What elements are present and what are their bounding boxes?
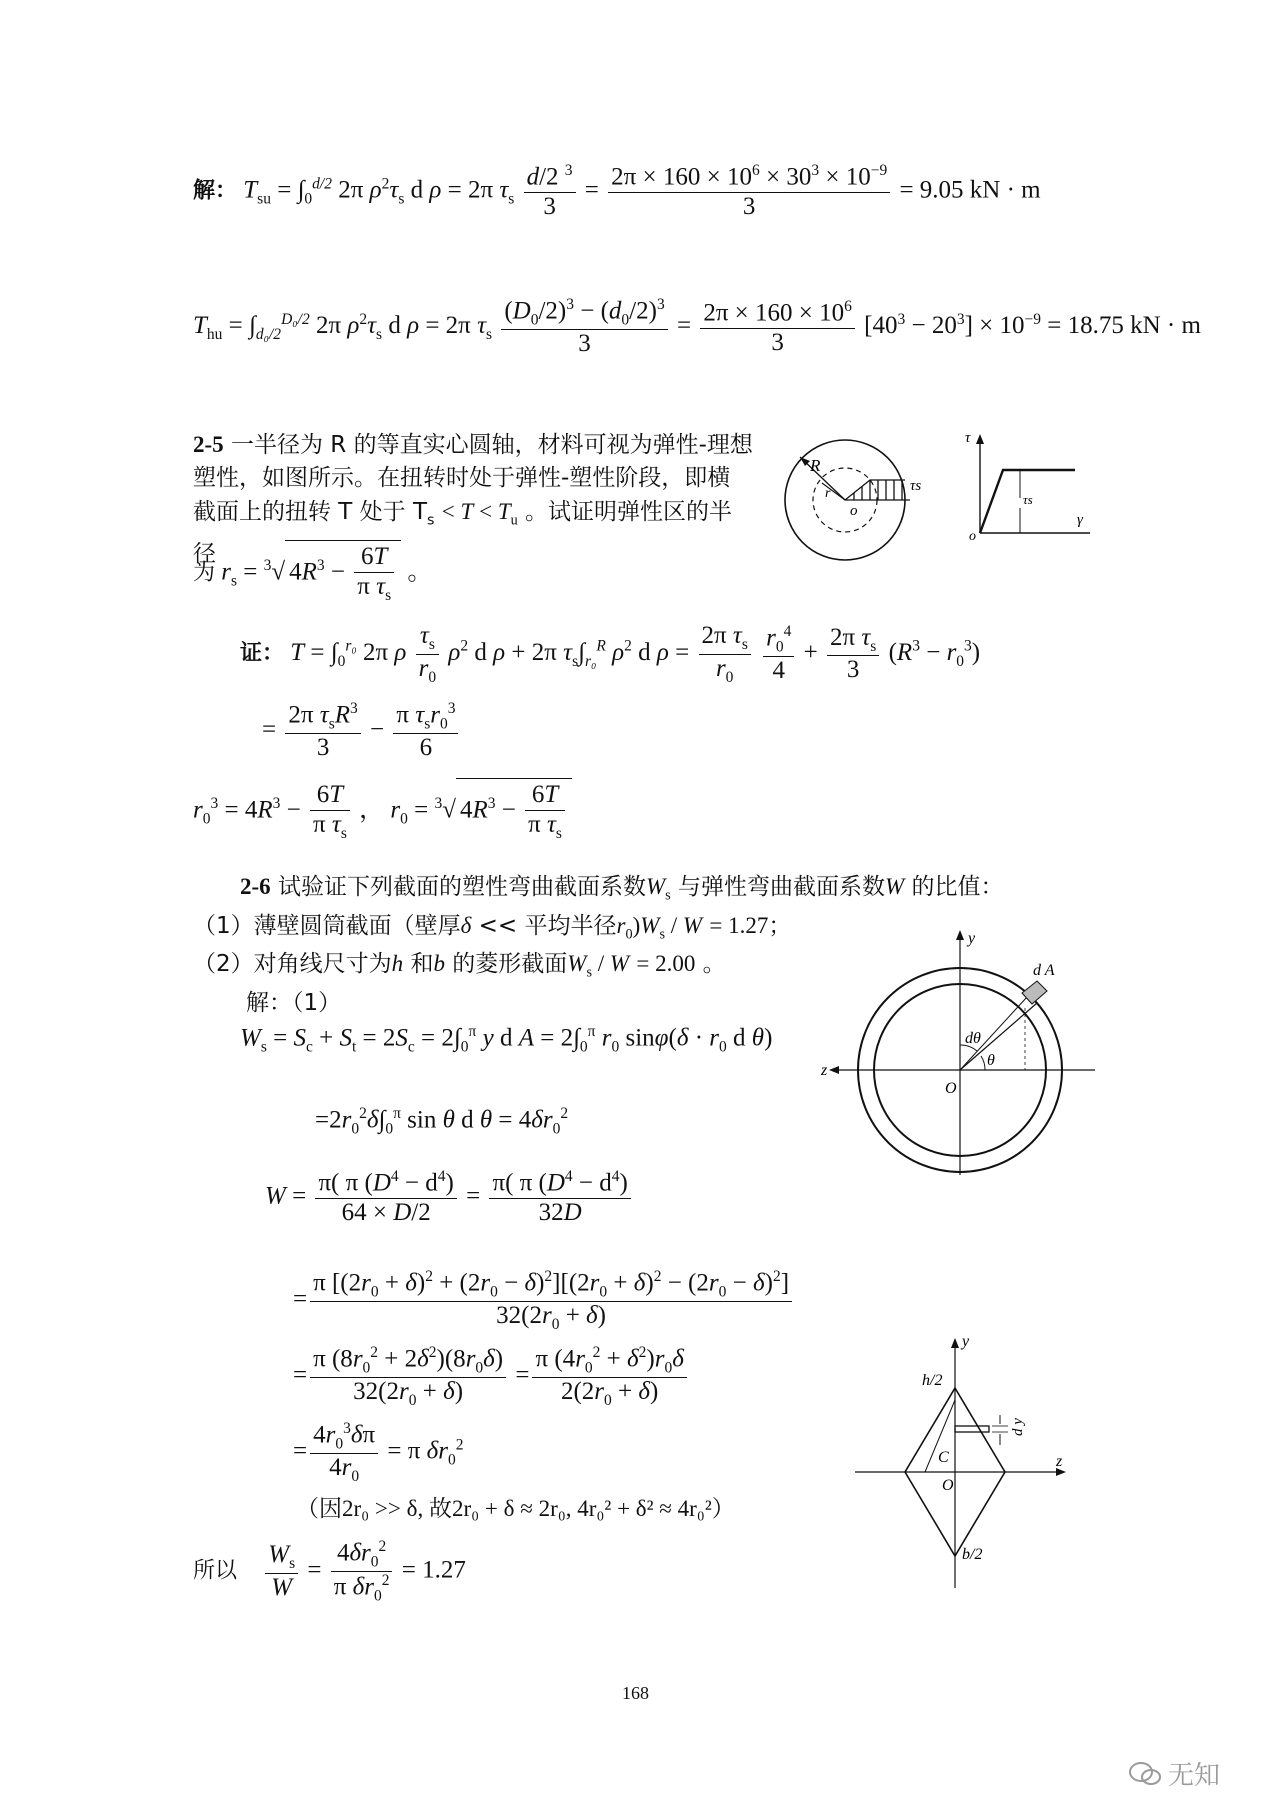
statement-text-2: 。试证明弹性区的半径 bbox=[193, 499, 733, 567]
statement-text-2: 与弹性弯曲截面系数 bbox=[678, 874, 886, 900]
page-number: 168 bbox=[622, 1683, 649, 1703]
shaft-cross-section-figure bbox=[770, 435, 950, 565]
item-2-text: （2）对角线尺寸为 bbox=[193, 951, 392, 977]
label-dy: d y bbox=[1010, 1418, 1026, 1436]
proof-label: 证： bbox=[240, 641, 285, 667]
label-tau-s: τs bbox=[1023, 492, 1033, 507]
label-tau-s: τs bbox=[910, 478, 922, 494]
final-value: = 1.27 bbox=[401, 1556, 466, 1584]
statement-text: 试验证下列截面的塑性弯曲截面系数 bbox=[277, 874, 646, 900]
watermark-text: 无知 bbox=[1168, 1761, 1221, 1791]
label-O: O bbox=[945, 1080, 957, 1097]
wechat-icon bbox=[1128, 1761, 1162, 1787]
proof-line-2: = $\frac{2\pi \tau_sR^3}{3}$ − $\frac{\pi \tau_sr_0^3}{6}$ bbox=[262, 700, 461, 763]
problem-2-6-statement: 2-6 试验证下列截面的塑性弯曲截面系数$W_s$ 与弹性弯曲截面系数W 的比值： bbox=[240, 874, 1004, 904]
item-2-value: = 2.00 bbox=[636, 951, 696, 976]
final-ratio: 所以 $\frac{W_s}{W}$ = $\frac{4\delta r_0^2}{\pi \delta r_0^2}$ = 1.27 bbox=[193, 1538, 466, 1605]
w-line-3: = $\frac{\pi (8r_0^2 + 2\delta^2)(8r_0\delta)}{32(2r_0 + \delta)}$ = $\frac{\pi (4r_0^2 + \delta^2)r_0\delta}{2(2r_0 + \delta)}$ bbox=[293, 1344, 690, 1410]
problem-number: 2-6 bbox=[240, 874, 271, 899]
proof-line-3: $r_0^3 = 4R^3$ − $\frac{6T}{\pi \tau_s}$ ， $r_0 = ^3√$ $4R^3$ − $\frac{6T}{\pi \tau_s}$ bbox=[193, 778, 572, 843]
label-y: y bbox=[968, 930, 976, 947]
prefix-text: 为 bbox=[193, 560, 216, 586]
item-1-value: = 1.27 bbox=[709, 913, 769, 938]
problem-number: 2-5 bbox=[193, 432, 224, 457]
label-b2: b/2 bbox=[962, 1546, 983, 1563]
solution-label-2: 解：（1） bbox=[246, 990, 342, 1016]
item-2: （2）对角线尺寸为h 和b 的菱形截面$W_s / W = 2.00$ 。 bbox=[193, 951, 726, 981]
ws-line-2: $=2r_0^2\delta\int_0^\pi$ sin θ d $\theta = 4\delta r_0^2$ bbox=[315, 1105, 569, 1138]
label-tau: τ bbox=[965, 430, 971, 446]
label-h2: h/2 bbox=[922, 1372, 943, 1389]
w-line-2: = $\frac{\pi [(2r_0 + \delta)^2 + (2r_0 - \delta)^2][(2r_0 + \delta)^2 - (2r_0 - \delta)^2]}{32(2r_0 + \delta)}$ bbox=[293, 1268, 795, 1334]
thin-ring-figure bbox=[815, 925, 1105, 1185]
therefore-label: 所以 bbox=[193, 1558, 238, 1584]
approx-note: （因2r₀ >> δ, 故2r₀ + δ ≈ 2r₀, 4r₀² + δ² ≈ 4r₀²） bbox=[296, 1496, 735, 1521]
label-C: C bbox=[938, 1449, 949, 1466]
statement-text-3: 的比值： bbox=[911, 874, 1004, 900]
label-o: o bbox=[850, 503, 858, 519]
label-theta: θ bbox=[987, 1052, 995, 1069]
area-element bbox=[1022, 981, 1047, 1004]
label-dA: d A bbox=[1033, 962, 1055, 979]
item-1: （1）薄壁圆筒截面（壁厚δ << 平均半径$r_0)W_s / W = 1.27$； bbox=[193, 913, 792, 943]
w-line-4: = $\frac{4r_0^3\delta\pi}{4r_0}$ = π $\delta r_0^2$ bbox=[293, 1420, 464, 1486]
item-1-text: （1）薄壁圆筒截面（壁厚 bbox=[193, 913, 461, 939]
label-y: y bbox=[962, 1333, 970, 1350]
label-dtheta: dθ bbox=[965, 1030, 981, 1047]
label-gamma: γ bbox=[1077, 512, 1083, 528]
label-z: z bbox=[1056, 1453, 1063, 1470]
label-O: O bbox=[942, 1477, 954, 1494]
problem-2-5-statement: 2-5 一半径为 R 的等直实心圆轴，材料可视为弹性-理想塑性，如图所示。在扭转时处于弹性-塑性阶段，即横截面上的扭转 T 处于 $T_s < T < T_u$ 。试证明弹性区的半径 bbox=[193, 432, 753, 567]
watermark bbox=[1128, 1755, 1220, 1792]
label-r: r bbox=[825, 486, 831, 501]
t-su-result: = 9.05 kN · m bbox=[899, 176, 1041, 204]
statement-text: 一半径为 R 的等直实心圆轴，材料可视为弹性-理想塑性，如图所示。在扭转时处于弹性-塑性阶段，即横截面上的扭转 T 处于 T bbox=[193, 432, 753, 525]
stress-strain-figure bbox=[965, 428, 1100, 543]
label-o: o bbox=[969, 529, 976, 543]
t-hu-result: = 18.75 kN · m bbox=[1047, 312, 1201, 340]
item-1-text-b: << 平均半径 bbox=[478, 913, 617, 939]
w-line-1: W = $\frac{\pi( \pi (D^4 - d^4)}{64 \times D/2}$ = $\frac{\pi( \pi (D^4 - d^4)}{32D}$ bbox=[265, 1168, 634, 1228]
r-s-formula: 为 $r_s = ^3√$ $4R^3$ − $\frac{6T}{\pi \tau_s}$ 。 bbox=[193, 540, 432, 605]
t-hu-equation: $T_{hu} = \int_{d_0/2}^{D_0/2}$ 2π $\rho^2\tau_s$ d ρ = 2π $\tau_s$ $\frac{(D_0/2)^3 - (d_0/2)^3}{3}$ = $\frac{2\pi \times 160 \times 10^6}{3}$ $[40^3 - 20^3] \times 10^{-9} = 18.75$ kN · m bbox=[193, 296, 1201, 358]
strip-element bbox=[955, 1426, 989, 1432]
label-R: R bbox=[810, 456, 821, 475]
ws-line-1: $W_s = S_c + S_t = 2S_c = 2\int_0^\pi$ y d $A = 2\int_0^\pi$ $r_0$ $\sin\varphi(\delta \cdot r_0$ d θ) bbox=[240, 1023, 773, 1056]
t-su-equation: 解： $T_{su} = \int_0^{d/2}$ 2π $\rho^2\tau_s$ d ρ = 2π $\tau_s$ $\frac{d/2 ^3}{3}$ = $\frac{2\pi \times 160 \times 10^6 \times 30^3 \times 10^{-9}}{3}$ = 9.05 kN · m bbox=[193, 162, 1041, 221]
separator: ， bbox=[359, 796, 385, 824]
solution-label: 解： bbox=[193, 178, 238, 204]
rhombus-figure bbox=[850, 1330, 1080, 1595]
item-2-text-c: 的菱形截面 bbox=[452, 951, 568, 977]
label-z: z bbox=[821, 1062, 828, 1079]
item-2-text-b: 和 bbox=[410, 951, 434, 977]
proof-line-1: 证： $T = \int_0^{r_0}$ 2π ρ $\frac{\tau_s}{r_0}$ $\rho^2$ d ρ + 2π $\tau_s\int_{r_0}^R$ $\rho^2$ d ρ = $\frac{2\pi \tau_s}{r_0}$ $\frac{r_0^4}{4}$ + $\frac{2\pi \tau_s}{3}$ $(R^3 - r_0^3)$ bbox=[240, 622, 981, 686]
